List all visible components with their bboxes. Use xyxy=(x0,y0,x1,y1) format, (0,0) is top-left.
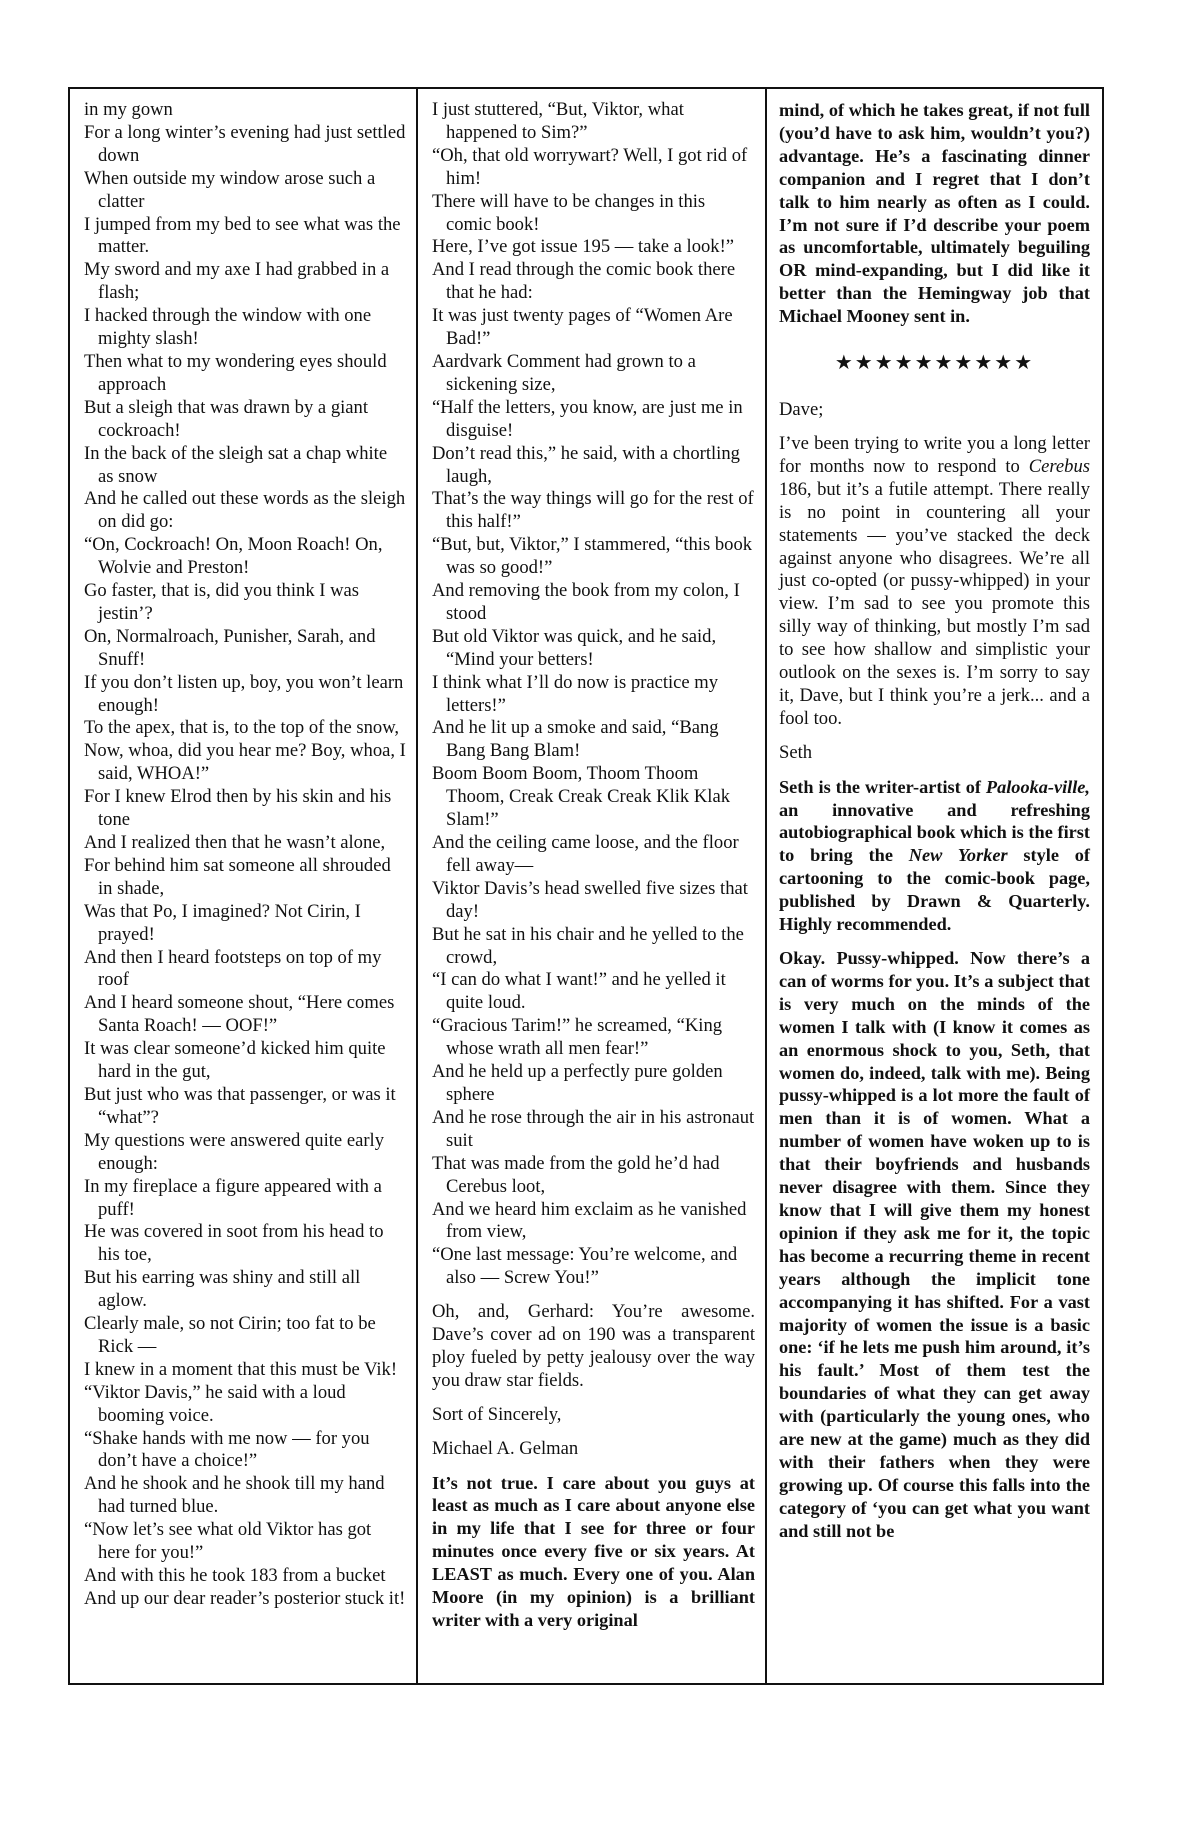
poem-line: My questions were answered quite early enough: xyxy=(84,1129,384,1174)
poem-line: “Viktor Davis,” he said with a loud booming voice. xyxy=(84,1381,346,1426)
bio-text: Seth is the writer-artist of xyxy=(779,776,986,797)
seth-letter xyxy=(779,433,1090,731)
star-divider: ★★★★★★★★★★ xyxy=(834,352,1035,375)
poem-line: “Oh, that old worrywart? Well, I got rid of him! xyxy=(432,144,748,189)
poem-line: “Half the letters, you know, are just me in disguise! xyxy=(432,396,743,441)
poem-line: In the back of the sleigh sat a chap white as snow xyxy=(84,442,388,487)
column-letters xyxy=(765,89,1102,1683)
letter-signature: Michael A. Gelman xyxy=(432,1437,579,1459)
poem-line: “Shake hands with me now — for you don’t have a choice!” xyxy=(84,1427,370,1472)
poem-line: I just stuttered, “But, Viktor, what happened to Sim?” xyxy=(432,99,684,143)
poem-line: And he rose through the air in his astronaut suit xyxy=(432,1106,755,1151)
letter-text: I’ve been trying to write you a long letter for months now to respond to xyxy=(779,432,1090,477)
poem-line: For I knew Elrod then by his skin and his tone xyxy=(84,786,392,831)
poem-line: Go faster, that is, did you think I was jestin’? xyxy=(84,580,360,624)
poem-line: My sword and my axe I had grabbed in a flash; xyxy=(84,259,390,304)
poem-line: And he shook and he shook till my hand had turned blue. xyxy=(84,1473,385,1518)
poem-line: Viktor Davis’s head swelled five sizes that day! xyxy=(432,877,748,922)
poem-line: It was clear someone’d kicked him quite hard in the gut, xyxy=(84,1038,386,1083)
poem-line: He was covered in soot from his head to his toe, xyxy=(84,1221,384,1266)
poem-line: “I can do what I want!” and he yelled it quite loud. xyxy=(432,969,726,1014)
poem-lines xyxy=(432,99,755,1290)
poem-line: And then I heard footsteps on top of my roof xyxy=(84,946,382,991)
poem-line: And we heard him exclaim as he vanished from view, xyxy=(432,1198,747,1243)
poem-line: And up our dear reader’s posterior stuck it! xyxy=(84,1587,406,1609)
book-title: Palooka-ville, xyxy=(985,776,1090,797)
signoff: Sort of Sincerely, xyxy=(432,1403,562,1425)
poem-line: On, Normalroach, Punisher, Sarah, and Snuff! xyxy=(84,625,376,670)
column-poem-part-2 xyxy=(416,89,765,1683)
poem-line: That was made from the gold he’d had Cerebus loot, xyxy=(432,1152,720,1197)
poem-line: And the ceiling came loose, and the floor fell away— xyxy=(432,832,739,876)
letter-signature: Seth xyxy=(779,741,813,763)
poem-line: To the apex, that is, to the top of the snow, xyxy=(84,717,400,739)
poem-line: But old Viktor was quick, and he said, “Mind your betters! xyxy=(432,625,717,670)
poem-line: “Now let’s see what old Viktor has got here for you!” xyxy=(84,1519,372,1564)
poem-line: For behind him sat someone all shrouded in shade, xyxy=(84,854,391,899)
poem-line: “On, Cockroach! On, Moon Roach! On, Wolvie and Preston! xyxy=(84,534,383,579)
poem-line: Now, whoa, did you hear me? Boy, whoa, I said, WHOA!” xyxy=(84,740,406,785)
editor-reply-2: Okay. Pussy-whipped. Now there’s a can of worms for you. It’s a subject that is very much on the minds of the women I talk with (I know it comes as an enormous shock to you, Seth, that women do, indeed, talk with me). Being pussy-whipped is a lot more the fault of men than it is of women. What a number of women have woken up to is that their boyfriends and husbands never disagree with them. Since they know that I will give them my honest opinion if they ask me for it, the topic has become a recurring theme in recent years although the implicit tone accompanying it has shifted. For a vast majority of women the issue is a basic one: ‘if he lets me push him around, it’s his fault.’ Most of them test the boundaries of what they can get away with (particularly the young ones, who are new at the game) much as they did with their fathers when they were growing up. Of course this falls into the category of ‘you can get what you want and still not be xyxy=(779,948,1090,1541)
poem-line: in my gown xyxy=(84,99,173,120)
poem-line: Was that Po, I imagined? Not Cirin, I prayed! xyxy=(84,900,361,945)
letters-frame xyxy=(68,87,1104,1685)
poem-line: But a sleigh that was drawn by a giant cockroach! xyxy=(84,396,369,441)
closing-paragraph: Oh, and, Gerhard: You’re awesome. Dave’s cover ad on 190 was a transparent ploy fueled by petty jealousy over the way you draw star fields. xyxy=(432,1301,755,1391)
poem-line: When outside my window arose such a clatter xyxy=(84,167,376,212)
poem-line: There will have to be changes in this comic book! xyxy=(432,190,706,235)
poem-line: It was just twenty pages of “Women Are Bad!” xyxy=(432,305,733,350)
poem-line: But he sat in his chair and he yelled to the crowd, xyxy=(432,923,744,968)
author-bio xyxy=(779,776,1090,936)
poem-line: I knew in a moment that this must be Vik! xyxy=(84,1358,398,1380)
poem-line: Clearly male, so not Cirin; too fat to be Rick — xyxy=(84,1313,376,1357)
poem-line: And I realized then that he wasn’t alone, xyxy=(84,832,386,853)
poem-line: But just who was that passenger, or was it “what”? xyxy=(84,1083,396,1128)
poem-line: I hacked through the window with one mighty slash! xyxy=(84,305,372,350)
poem-line: And he called out these words as the sleigh on did go: xyxy=(84,488,406,533)
poem-line: But his earring was shiny and still all aglow. xyxy=(84,1267,361,1312)
poem-line: Boom Boom Boom, Thoom Thoom Thoom, Creak Creak Creak Klik Klak Slam!” xyxy=(432,763,730,831)
magazine-title: New Yorker xyxy=(908,845,1008,866)
poem-line: And removing the book from my colon, I stood xyxy=(432,580,740,624)
editor-reply-continued: mind, of which he takes great, if not full (you’d have to ask him, wouldn’t you?) advantage. He’s a fascinating dinner companion and I regret that I don’t talk to him nearly as often as I could. I’m not sure if I’d describe your poem as uncomfortable, ultimately beguiling OR mind-expanding, but I did like it better than the Hemingway job that Michael Mooney sent in. xyxy=(779,100,1090,327)
poem-line: If you don’t listen up, boy, you won’t learn enough! xyxy=(84,671,404,716)
poem-line: Don’t read this,” he said, with a chortling laugh, xyxy=(432,442,740,487)
poem-line: For a long winter’s evening had just settled down xyxy=(84,121,406,166)
salutation: Dave; xyxy=(779,399,824,421)
poem-line: And he held up a perfectly pure golden sphere xyxy=(432,1061,723,1105)
poem-line: Then what to my wondering eyes should approach xyxy=(84,350,387,395)
letter-text: 186, but it’s a futile attempt. There really is no point in countering all your statements — you’ve stacked the deck against anyone who disagrees. We’re all just co-opted (or pussy-whipped) in your view. I’m sad to see you promote this silly way of thinking, but mostly I’m sad to see how shallow and simplistic your outlook on the sexes is. I’m sorry to say it, Dave, but I think you’re a jerk... and a fool too. xyxy=(779,478,1090,729)
poem-line: I think what I’ll do now is practice my letters!” xyxy=(432,671,719,716)
poem-line: And I read through the comic book there that he had: xyxy=(432,259,736,304)
poem-line: “Gracious Tarim!” he screamed, “King whose wrath all men fear!” xyxy=(432,1015,723,1060)
poem-line: Aardvark Comment had grown to a sickening size, xyxy=(432,350,696,395)
poem-line: I jumped from my bed to see what was the matter. xyxy=(84,213,401,258)
book-title: Cerebus xyxy=(1028,455,1090,477)
poem-line: “One last message: You’re welcome, and also — Screw You!” xyxy=(432,1244,738,1289)
editor-reply: It’s not true. I care about you guys at least as much as I care about anyone else in my life that I see for three or four minutes once every five or six years. At LEAST as much. Every one of you. Alan Moore (in my opinion) is a brilliant writer with a very original xyxy=(432,1472,755,1630)
poem-line: And I heard someone shout, “Here comes Santa Roach! — OOF!” xyxy=(84,992,395,1037)
bio-text: style of cartooning to the comic-book page, published by Drawn & Quarterly. Highly recommended. xyxy=(779,845,1090,935)
poem-line: Here, I’ve got issue 195 — take a look!” xyxy=(432,236,735,258)
bio-text: an innovative and refreshing autobiographical book which is the first to bring the xyxy=(779,799,1090,866)
column-poem-part-1 xyxy=(70,89,416,1683)
poem-line: And with this he took 183 from a bucket xyxy=(84,1565,386,1586)
poem-line: In my fireplace a figure appeared with a puff! xyxy=(84,1175,382,1220)
poem-line: “But, but, Viktor,” I stammered, “this book was so good!” xyxy=(432,534,753,579)
poem-line: And he lit up a smoke and said, “Bang Bang Bang Blam! xyxy=(432,717,719,762)
poem-line: That’s the way things will go for the rest of this half!” xyxy=(432,488,754,533)
